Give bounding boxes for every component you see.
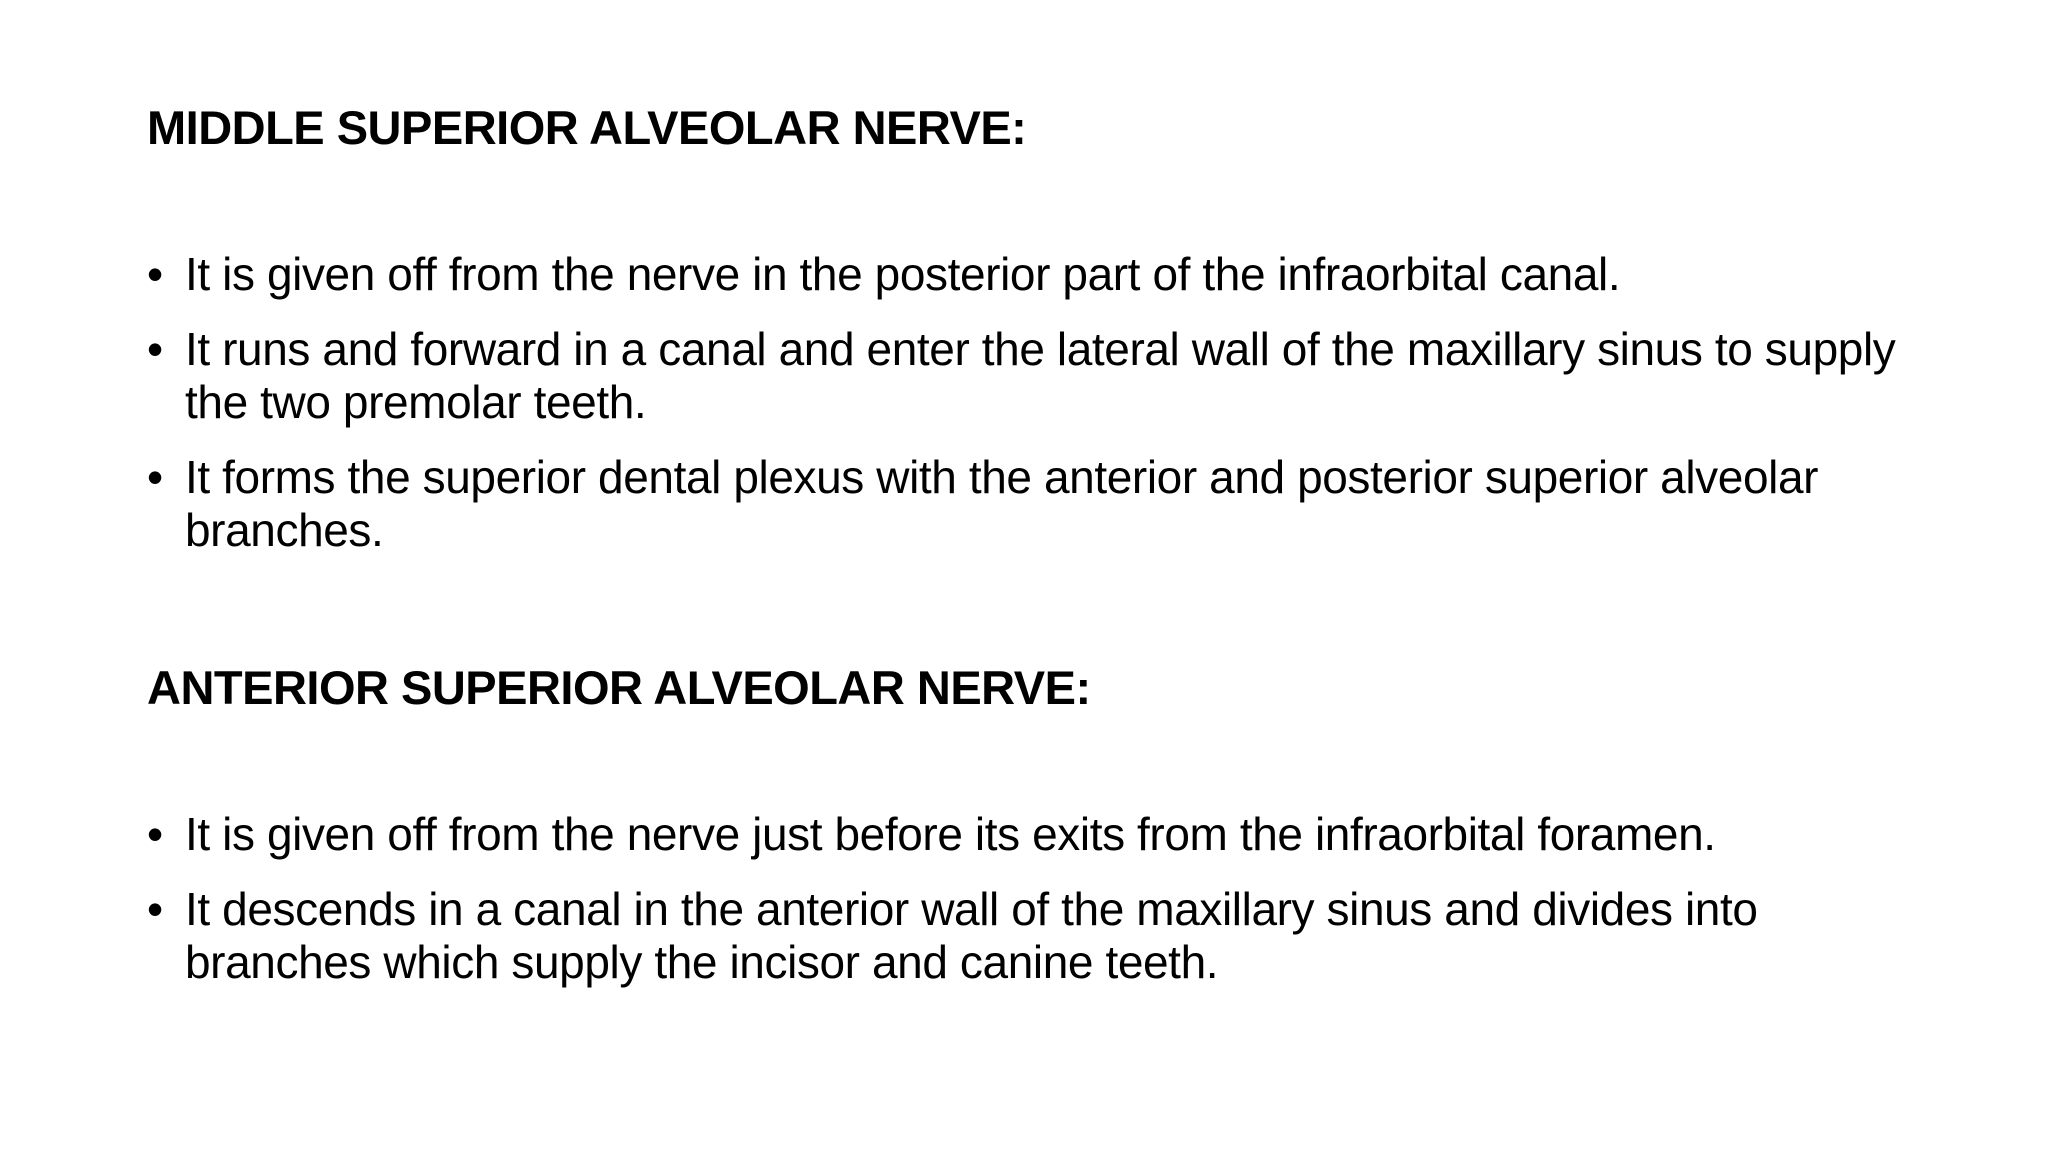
bullet-list (147, 248, 1907, 557)
bullet-list (147, 808, 1907, 989)
bullet-text: It forms the superior dental plexus with the anterior and posterior superior alveolar branches. (185, 451, 1819, 556)
bullet-item (147, 248, 1907, 301)
section-anterior-superior-alveolar-nerve (147, 660, 1907, 1011)
bullet-text: It is given off from the nerve just before its exits from the infraorbital foramen. (185, 808, 1716, 860)
bullet-text: It runs and forward in a canal and enter the lateral wall of the maxillary sinus to supply the two premolar teeth. (185, 323, 1896, 428)
bullet-item (147, 451, 1907, 557)
bullet-icon: • (147, 323, 163, 375)
bullet-icon: • (147, 248, 163, 300)
bullet-item (147, 808, 1907, 861)
bullet-icon: • (147, 883, 163, 935)
bullet-text: It is given off from the nerve in the posterior part of the infraorbital canal. (185, 248, 1621, 300)
section-heading: MIDDLE SUPERIOR ALVEOLAR NERVE: (147, 101, 1027, 154)
section-middle-superior-alveolar-nerve (147, 100, 1907, 579)
bullet-item (147, 323, 1907, 429)
bullet-icon: • (147, 451, 163, 503)
bullet-text: It descends in a canal in the anterior wall of the maxillary sinus and divides into branches which supply the incisor and canine teeth. (185, 883, 1758, 988)
section-heading: ANTERIOR SUPERIOR ALVEOLAR NERVE: (147, 661, 1091, 714)
bullet-item (147, 883, 1907, 989)
bullet-icon: • (147, 808, 163, 860)
